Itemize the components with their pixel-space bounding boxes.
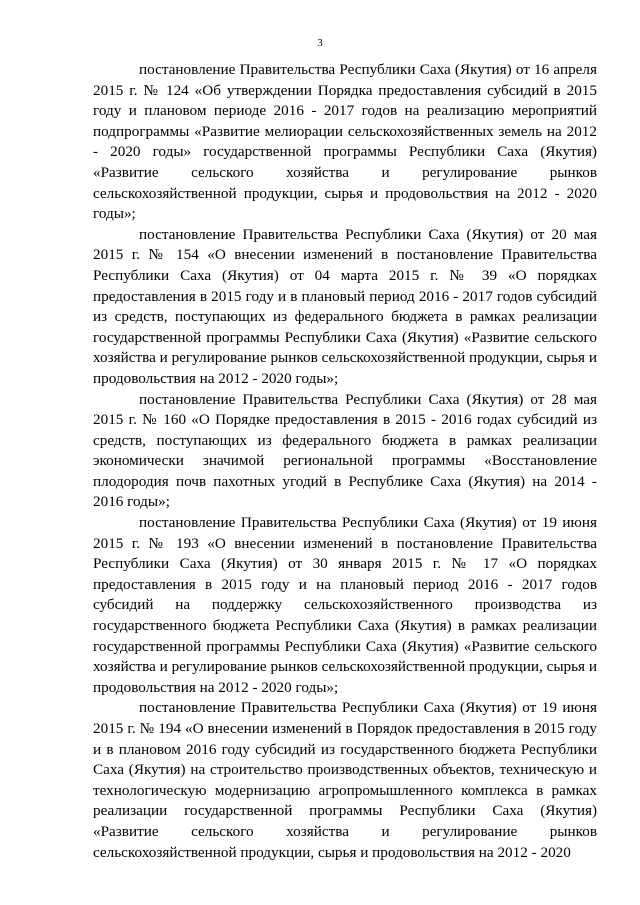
paragraph: постановление Правительства Республики Саха (Якутия) от 20 мая 2015 г. № 154 «О внесении изменений в постановление Правительства Республики Саха (Якутия) от 04 марта 2015 г. № 39 «О порядках предоставления в 2015 году и в плановый период 2016 - 2017 годов субсидий из средств, поступающих из федерального бюджета в рамках реализации государственной программы Республики Саха (Якутия) «Развитие сельского хозяйства и регулирование рынков сельскохозяйственной продукции, сырья и продовольствия на 2012 - 2020 годы»; — [93, 225, 597, 387]
paragraph: постановление Правительства Республики Саха (Якутия) от 19 июня 2015 г. № 194 «О внесении изменений в Порядок предоставления в 2015 году и в плановом 2016 году субсидий из государственного бюджета Республики Саха (Якутия) на строительство производственных объектов, техническую и технологическую модернизацию агропромышленного комплекса в рамках реализации государственной программы Республики Саха (Якутия) «Развитие сельского хозяйства и регулирование рынков сельскохозяйственной продукции, сырья и продовольствия на 2012 - 2020 — [93, 699, 597, 861]
document-body — [93, 60, 597, 863]
paragraph: постановление Правительства Республики Саха (Якутия) от 28 мая 2015 г. № 160 «О Порядке предоставления в 2015 - 2016 годах субсидий из средств, поступающих из федерального бюджета в рамках реализации экономически значимой региональной программы «Восстановление плодородия почв пахотных угодий в Республике Саха (Якутия) на 2014 - 2016 годы»; — [93, 390, 597, 511]
paragraph: постановление Правительства Республики Саха (Якутия) от 19 июня 2015 г. № 193 «О внесении изменений в постановление Правительства Республики Саха (Якутия) от 30 января 2015 г. № 17 «О порядках предоставления в 2015 году и на плановый период 2016 - 2017 годов субсидий на поддержку сельскохозяйственного производства из государственного бюджета Республики Саха (Якутия) в рамках реализации государственной программы Республики Саха (Якутия) «Развитие сельского хозяйства и регулирование рынков сельскохозяйственной продукции, сырья и продовольствия на 2012 - 2020 годы»; — [93, 514, 597, 696]
paragraph: постановление Правительства Республики Саха (Якутия) от 16 апреля 2015 г. № 124 «Об утверждении Порядка предоставления субсидий в 2015 году и плановом периоде 2016 - 2017 годов на реализацию мероприятий подпрограммы «Развитие мелиорации сельскохозяйственных земель на 2012 - 2020 годы» государственной программы Республики Саха (Якутия) «Развитие сельского хозяйства и регулирование рынков сельскохозяйственной продукции, сырья и продовольствия на 2012 - 2020 годы»; — [93, 61, 597, 223]
page-number: 3 — [317, 37, 323, 49]
